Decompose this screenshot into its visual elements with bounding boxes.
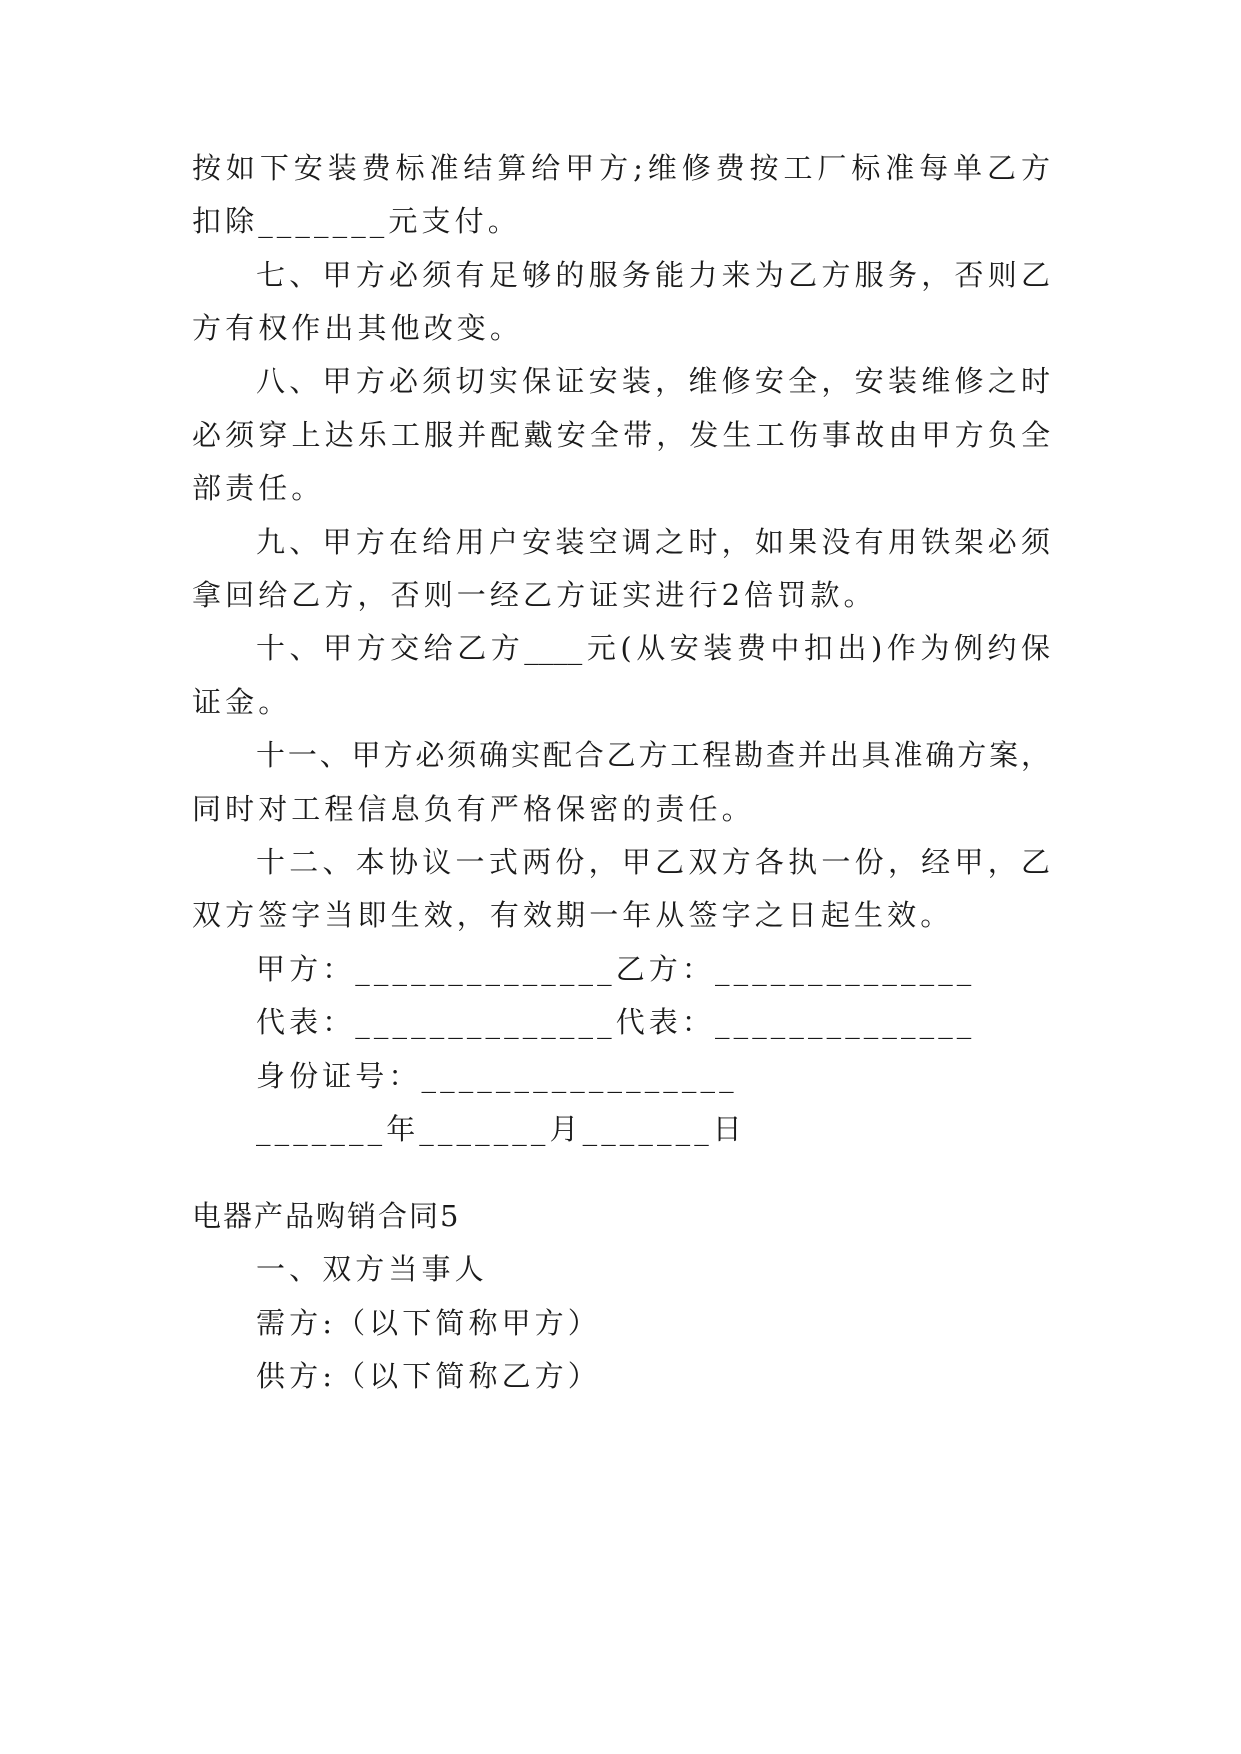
clause12-line2: 双方签字当即生效，有效期一年从签字之日起生效。 [192, 898, 954, 932]
seller-line: 供方:（以下简称乙方） [256, 1359, 601, 1393]
clause11-line1: 十一、甲方必须确实配合乙方工程勘查并出具准确方案， [256, 738, 1050, 772]
signature-date-line: _______年_______月_______日 [256, 1112, 746, 1146]
signature-party-line: 甲方：______________乙方：______________ [256, 952, 976, 986]
signature-id-line: 身份证号：_________________ [256, 1059, 738, 1093]
clause8-line3: 部责任。 [192, 471, 325, 505]
clause6-line1: 按如下安装费标准结算给甲方;维修费按工厂标准每单乙方 [192, 151, 1050, 185]
buyer-line: 需方:（以下简称甲方） [256, 1306, 601, 1340]
clause7-line2: 方有权作出其他改变。 [192, 311, 524, 345]
clause11-line2: 同时对工程信息负有严格保密的责任。 [192, 792, 755, 826]
clause8-line1: 八、甲方必须切实保证安装，维修安全，安装维修之时 [256, 364, 1050, 398]
clause6-line2: 扣除_______元支付。 [192, 204, 521, 238]
contract-title: 电器产品购销合同5 [192, 1199, 461, 1233]
clause10-line1: 十、甲方交给乙方____元(从安装费中扣出)作为例约保 [256, 631, 1050, 665]
section-parties-heading: 一、双方当事人 [256, 1252, 488, 1286]
clause12-line1: 十二、本协议一式两份，甲乙双方各执一份，经甲，乙 [256, 845, 1050, 879]
clause8-line2: 必须穿上达乐工服并配戴安全带，发生工伤事故由甲方负全 [192, 418, 1050, 452]
clause9-line2: 拿回给乙方，否则一经乙方证实进行2倍罚款。 [192, 578, 877, 612]
clause7-line1: 七、甲方必须有足够的服务能力来为乙方服务，否则乙 [256, 258, 1050, 292]
clause9-line1: 九、甲方在给用户安装空调之时，如果没有用铁架必须 [256, 525, 1050, 559]
signature-representative-line: 代表：______________代表：______________ [256, 1005, 976, 1039]
clause10-line2: 证金。 [192, 685, 292, 719]
